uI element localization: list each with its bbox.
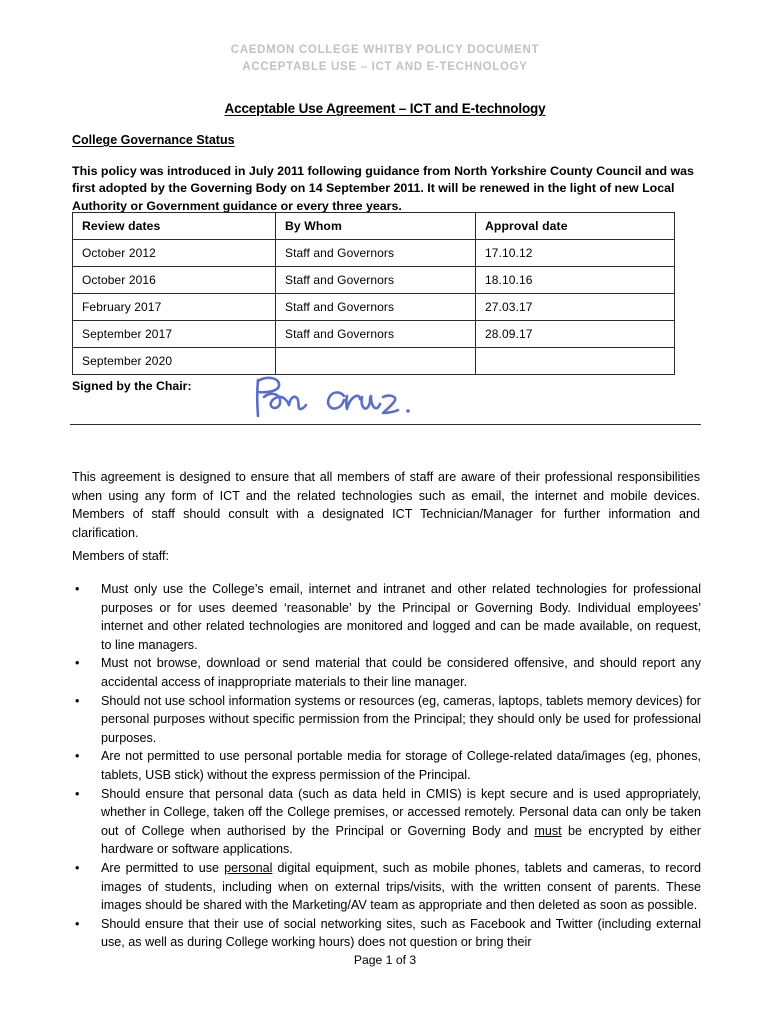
table-cell-approval-date	[476, 348, 675, 375]
bullet-icon: •	[75, 582, 80, 596]
table-cell-approval-date: 17.10.12	[476, 240, 675, 267]
list-item	[72, 692, 701, 748]
list-item-text: Should ensure that their use of social networking sites, such as Facebook and Twitter (including external use, as well as during College working hours) does not question or bring their	[101, 916, 701, 950]
table-row	[73, 267, 675, 294]
table-cell-review-date: September 2017	[73, 321, 276, 348]
table-cell-approval-date: 27.03.17	[476, 294, 675, 321]
table-cell-review-date: October 2016	[73, 267, 276, 294]
running-header	[0, 42, 770, 76]
table-row	[73, 348, 675, 375]
signed-by-chair-label: Signed by the Chair:	[72, 379, 192, 393]
table-row	[73, 240, 675, 267]
list-item	[72, 859, 701, 915]
list-item-text: Should not use school information systems or resources (eg, cameras, laptops, tablets memory devices) for personal purposes without specific permission from the Principal; they should only be used for professional purposes.	[101, 693, 701, 745]
bullet-icon: •	[75, 916, 80, 931]
list-item-text: Must only use the College’s email, internet and intranet and other related technologies for professional purposes or for uses deemed ‘reasonable’ by the Principal or Governing Body. Individual employees’ internet and other related technologies are monitored and logged and can be made available, on request, to line managers.	[101, 582, 701, 652]
signature-rule-line	[70, 424, 701, 425]
bullet-icon: •	[75, 693, 80, 708]
table-cell-review-date: October 2012	[73, 240, 276, 267]
members-of-staff-label: Members of staff:	[72, 549, 170, 563]
bullet-icon: •	[75, 860, 80, 875]
table-column-header-approval-date: Approval date	[476, 213, 675, 240]
list-item-text: Should ensure that personal data (such as data held in CMIS) is kept secure and is used appropriately, whether in College, taken off the College premises, or accessed remotely. Personal data can only be taken out of College when authorised by the Principal or Governing Body and must be encrypted by either hardware or software applications.	[101, 786, 701, 857]
list-item-text: Must not browse, download or send material that could be considered offensive, and should report any accidental access of inappropriate materials to their line manager.	[101, 656, 701, 689]
table-column-header-review-dates: Review dates	[73, 213, 276, 240]
table-cell-by-whom: Staff and Governors	[276, 294, 476, 321]
table-column-header-by-whom: By Whom	[276, 213, 476, 240]
running-header-line-2: ACCEPTABLE USE – ICT AND E-TECHNOLOGY	[242, 61, 528, 73]
list-item	[72, 915, 701, 952]
governance-status-heading-text: College Governance Status	[72, 133, 235, 147]
chair-signature-image	[252, 372, 427, 426]
table-row	[73, 294, 675, 321]
table-cell-approval-date: 28.09.17	[476, 321, 675, 348]
list-item	[72, 580, 701, 654]
bullet-icon: •	[75, 786, 80, 801]
governance-status-heading	[72, 133, 235, 147]
governance-status-paragraph: This policy was introduced in July 2011 following guidance from North Yorkshire County Council and was first adopted by the Governing Body on 14 September 2011. It will be renewed in the light of new Local Authority or Government guidance or every three years.	[72, 164, 694, 213]
table-cell-review-date: September 2020	[73, 348, 276, 375]
staff-obligations-list	[72, 580, 701, 952]
table-cell-by-whom	[276, 348, 476, 375]
intro-paragraph: This agreement is designed to ensure that all members of staff are aware of their professional responsibilities when using any form of ICT and the related technologies such as email, the internet and mobile devices. Members of staff should consult with a designated ICT Technician/Manager for further information and clarification.	[72, 470, 700, 540]
bullet-icon: •	[75, 656, 80, 671]
table-cell-by-whom: Staff and Governors	[276, 321, 476, 348]
list-item	[72, 785, 701, 859]
table-row	[73, 321, 675, 348]
review-dates-table	[72, 212, 675, 375]
list-item-text: Are permitted to use personal digital equipment, such as mobile phones, tablets and cameras, to record images of students, including when on external trips/visits, with the written consent of parents. These images should be shared with the Marketing/AV team as appropriate and then deleted as soon as possible.	[101, 860, 701, 913]
table-cell-review-date: February 2017	[73, 294, 276, 321]
table-cell-by-whom: Staff and Governors	[276, 267, 476, 294]
table-header-row	[73, 213, 675, 240]
list-item	[72, 747, 701, 784]
table-cell-approval-date: 18.10.16	[476, 267, 675, 294]
page-title	[0, 101, 770, 116]
bullet-icon: •	[75, 749, 80, 764]
page-title-text: Acceptable Use Agreement – ICT and E-technology	[224, 101, 546, 116]
running-header-line-1: CAEDMON COLLEGE WHITBY POLICY DOCUMENT	[230, 44, 540, 56]
review-dates-table-body	[73, 240, 675, 375]
list-item-text: Are not permitted to use personal portable media for storage of College-related data/images (eg, phones, tablets, USB stick) without the express permission of the Principal.	[101, 749, 701, 782]
list-item	[72, 654, 701, 691]
table-cell-by-whom: Staff and Governors	[276, 240, 476, 267]
page-footer: Page 1 of 3	[353, 953, 417, 967]
